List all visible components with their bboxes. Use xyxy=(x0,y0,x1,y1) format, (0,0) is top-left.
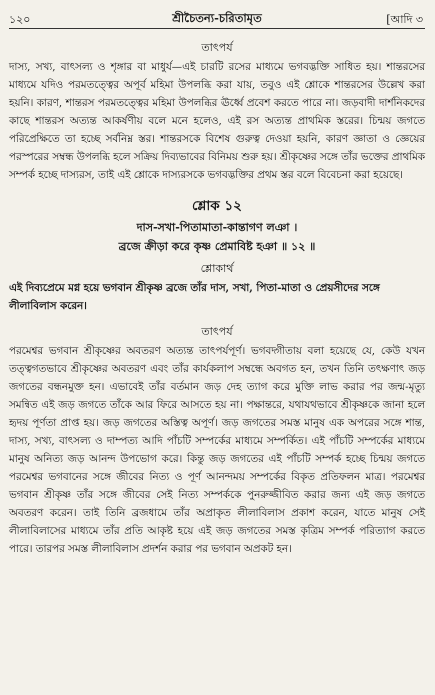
verse-number: শ্লোক ১২ xyxy=(192,198,242,214)
page-header xyxy=(9,6,425,29)
purport-heading-2: তাৎপর্য xyxy=(201,325,233,338)
verse-line-2: ব্রজে ক্রীড়া করে কৃষ্ণ প্রেমাবিষ্ট হঞা ॥ ১২ ॥ xyxy=(118,240,316,253)
purport-paragraph: দাস্য, সখ্য, বাৎসল্য ও শৃঙ্গার বা মাধুর্য—এই চারটি রসের মাধ্যমে ভগবদ্ভক্তি সাধিত হয়। শান্তরসের মাধ্যমে যদিও পরমতত্ত্বের অপূর্ব মহিমা উপলব্ধি করা যায়, তবুও এই শ্লোকে শান্তরসের উল্লেখ করা হয়নি। কারণ, শান্তরস পরমতত্ত্বের মহিমা উপলব্ধির ঊর্ধ্বে প্রবেশ করতে পারে না। জড়বাদী দার্শনিকদের কাছে শান্তরস অত্যন্ত আকর্ষণীয় বলে মনে হলেও, এই রস অত্যন্ত প্রাথমিক স্তরের। চিন্ময় জগতে পরিপ্রেক্ষিতে তা হচ্ছে সর্বনিম্ন স্তর। শান্তরসকে বিশেষ গুরুত্ব দেওয়া হয়নি, কারণ জ্ঞাতা ও জ্ঞেয়ের পরস্পরের সম্বন্ধ উপলব্ধি হলে সক্রিয় দিব্যভাবের বিনিময় শুরু হয়। শ্রীকৃষ্ণের সঙ্গে তাঁর ভক্তের প্রাথমিক সম্পর্ক হচ্ছে দাস্যরস, তাই এই শ্লোকে দাস্যরসকে ভগবদ্ভক্তির প্রথম স্তর বলে বিবেচনা করা হয়েছে। xyxy=(9,61,425,181)
purport-heading: তাৎপর্য xyxy=(201,41,233,54)
page-number: ১২০ xyxy=(9,13,31,26)
chapter-label: [আদি ৩ xyxy=(386,13,423,26)
translation-text: এই দিব্যপ্রেমে মগ্ন হয়ে ভগবান শ্রীকৃষ্ণ ব্রজে তাঁর দাস, সখা, পিতা-মাতা ও প্রেয়সীদের সঙ্গে লীলাবিলাস করেন। xyxy=(9,282,380,312)
translation-heading: শ্লোকার্থ xyxy=(200,262,234,275)
purport-paragraph-2: পরমেশ্বর ভগবান শ্রীকৃষ্ণের অবতরণ অত্যন্ত তাৎপর্যপূর্ণ। ভগবদ্গীতায় বলা হয়েছে যে, কেউ যখন তত্ত্বগতভাবে শ্রীকৃষ্ণের অবতরণ এবং তাঁর কার্যকলাপ সম্বন্ধে অবগত হন, তখন তিনি তৎক্ষণাৎ জড় জগতের বন্ধনমুক্ত হন। এভাবেই তাঁর বর্তমান জড় দেহ ত্যাগ করে মুক্তি লাভ করার পর জন্ম-মৃত্যু সমন্বিত এই জড় জগতে তাঁকে আর ফিরে আসতে হয় না। পক্ষান্তরে, যথাযথভাবে শ্রীকৃষ্ণকে জানা হলে হৃদয় পূর্ণতা প্রাপ্ত হয়। জড় জগতের অস্তিত্ব অপূর্ণ। জড় জগতের সমস্ত মানুষ এক অপরের সঙ্গে শান্ত, দাস্য, সখ্য, বাৎসল্য ও দাম্পত্য আদি পাঁচটি সম্পর্কের মাধ্যমে সম্পর্কিত। এই পাঁচটি সম্পর্কের মাধ্যমে মানুষ অনিত্য জড় আনন্দ উপভোগ করে। কিন্তু জড় জগতের এই পাঁচটি সম্পর্ক হচ্ছে চিন্ময় জগতে পরমেশ্বর ভগবানের সঙ্গে জীবের নিত্য ও পূর্ণ আনন্দময় সম্পর্কের বিকৃত প্রতিফলন মাত্র। পরমেশ্বর ভগবান শ্রীকৃষ্ণ তাঁর সঙ্গে জীবের সেই নিত্য সম্পর্ককে পুনরুজ্জীবিত করার জন্য এই জড় জগতে অবতরণ করেন। তাই তিনি ব্রজধামে তাঁর অপ্রাকৃত লীলাবিলাস প্রকাশ করেন, যাতে মানুষ সেই লীলাবিলাসের মাধ্যমে তাঁর প্রতি আকৃষ্ট হয়ে এই জড় জগতের সমস্ত কৃত্রিম সম্পর্ক পরিত্যাগ করতে পারে। তারপর সমস্ত লীলাবিলাস প্রদর্শন করার পর ভগবান অপ্রকট হন। xyxy=(9,345,425,555)
book-title: শ্রীচৈতন্য-চরিতামৃত xyxy=(172,11,262,25)
verse-line-1: দাস-সখা-পিতামাতা-কান্তাগণ লঞা । xyxy=(136,221,298,234)
